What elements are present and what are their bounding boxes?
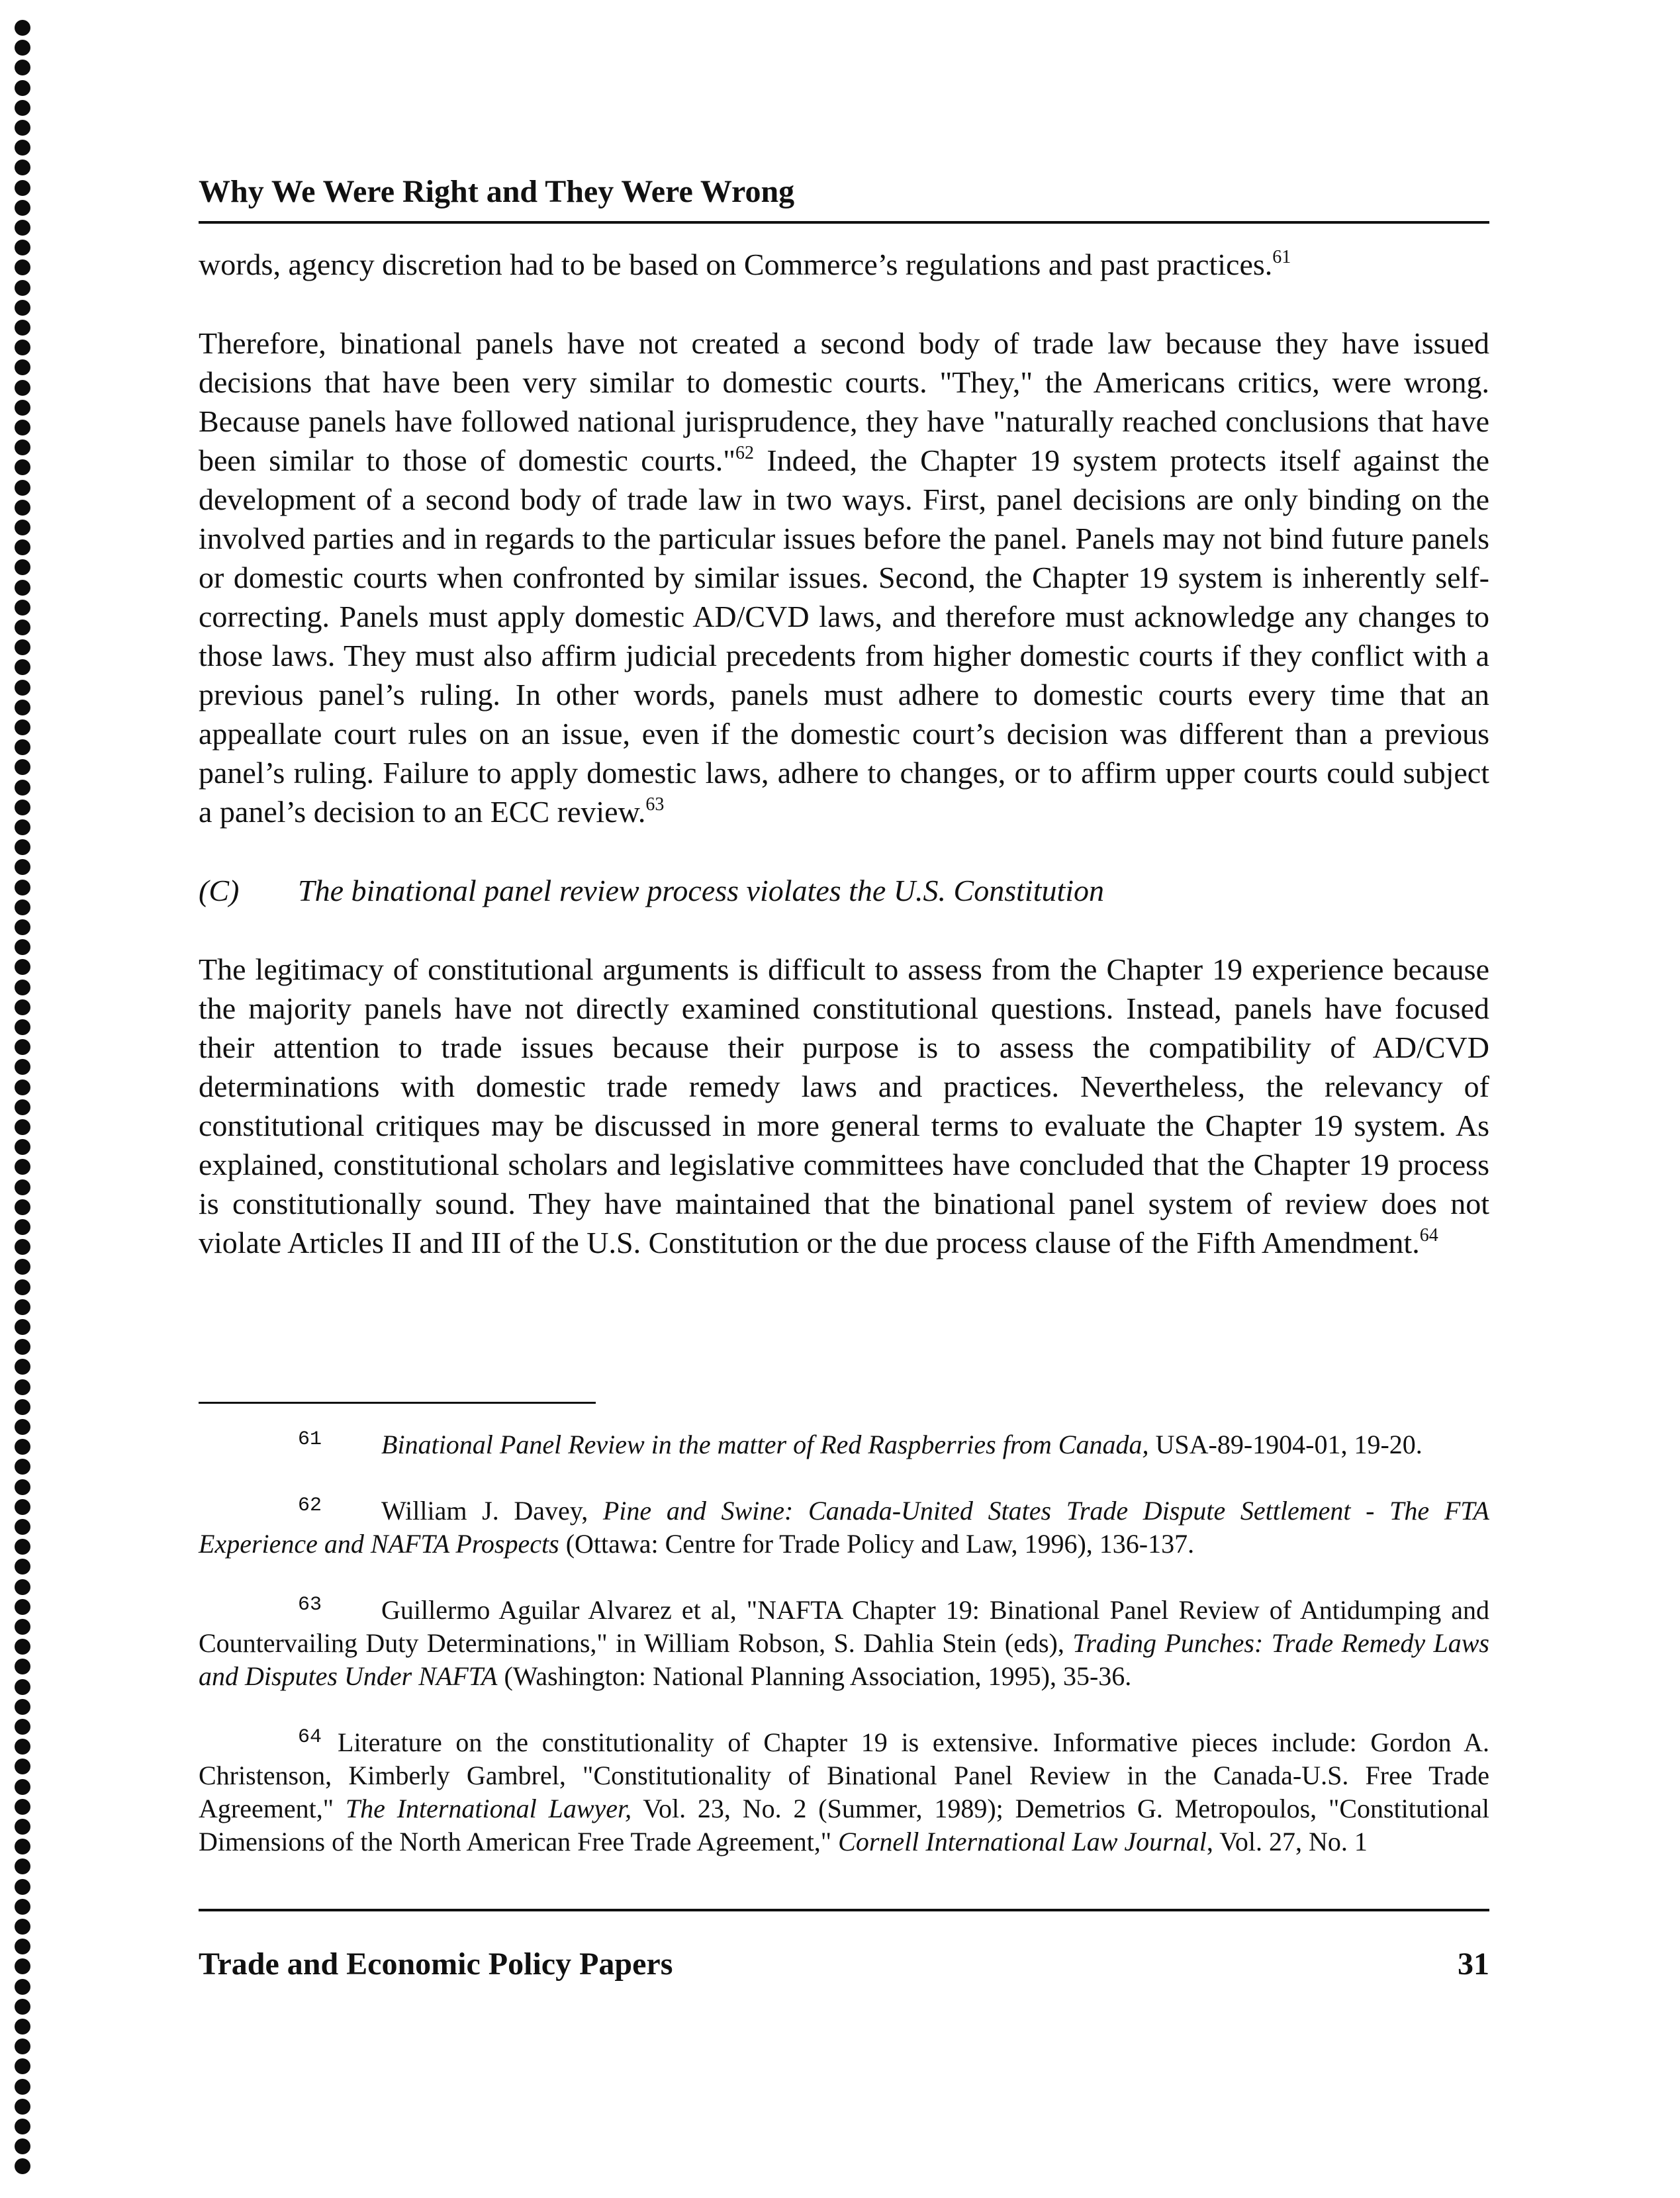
binder-hole	[15, 1699, 30, 1715]
binder-hole	[15, 959, 30, 975]
binder-hole	[15, 1579, 30, 1595]
binder-hole	[15, 739, 30, 755]
binder-hole	[15, 400, 30, 416]
binder-hole	[15, 1419, 30, 1435]
binder-hole	[15, 1619, 30, 1635]
binder-hole	[15, 859, 30, 875]
binder-hole	[15, 1858, 30, 1874]
binder-hole	[15, 2058, 30, 2074]
binder-hole	[15, 1239, 30, 1255]
binder-hole	[15, 1879, 30, 1895]
binder-hole	[15, 359, 30, 375]
binder-hole	[15, 1259, 30, 1275]
binder-hole	[15, 1979, 30, 1995]
binder-hole	[15, 459, 30, 475]
binder-hole	[15, 1279, 30, 1295]
binder-hole	[15, 800, 30, 815]
binder-hole	[15, 1459, 30, 1475]
binder-hole	[15, 1958, 30, 1974]
binder-hole	[15, 1679, 30, 1695]
footnote-ref-64: 64	[1419, 1225, 1438, 1246]
binder-hole	[15, 1499, 30, 1515]
binder-hole	[15, 1999, 30, 2015]
binder-hole	[15, 759, 30, 775]
binder-hole	[15, 1559, 30, 1575]
binder-hole	[15, 880, 30, 895]
binder-hole	[15, 120, 30, 136]
binder-hole	[15, 2038, 30, 2054]
binder-hole	[15, 1119, 30, 1135]
binder-hole	[15, 2158, 30, 2174]
binder-hole	[15, 1019, 30, 1035]
binder-hole	[15, 1059, 30, 1075]
footnote-number: 63	[298, 1594, 322, 1616]
binder-hole	[15, 1219, 30, 1235]
binder-hole	[15, 1839, 30, 1855]
binder-hole	[15, 40, 30, 56]
footnote-ref-61: 61	[1272, 247, 1291, 267]
paragraph-3: The legitimacy of constitutional arguments is difficult to assess from the Chapter 19 experience because the majority panels have not directly examined constitutional questions. Instead, panels have focused their attention to trade issues because their purpose is to assess the compatibility of AD/CVD determinations with domestic trade remedy laws and practices. Nevertheless, the relevancy of constitutional critiques may be discussed in more general terms to evaluate the Chapter 19 system. As explained, constitutional scholars and legislative committees have concluded that the Chapter 19 process is constitutionally sound. They have maintained that the binational panel system of review does not violate Articles II and III of the U.S. Constitution or the due process clause of the Fifth Amendment.$^{64}$	[199, 952, 1489, 1259]
binder-hole	[15, 1919, 30, 1935]
binder-hole	[15, 520, 30, 535]
binder-hole	[15, 1359, 30, 1375]
binder-hole	[15, 1719, 30, 1735]
binder-hole	[15, 1099, 30, 1115]
footnote-number: 61	[298, 1428, 322, 1451]
binder-hole	[15, 240, 30, 255]
binder-hole	[15, 1319, 30, 1335]
footnote-63: $^{63}$ Guillermo Aguilar Alvarez et al, "NAFTA Chapter 19: Binational Panel Review of Antidumping and Countervailing Duty Determinations," in William Robson, S. Dahlia Stein (eds), Trading Punches: Trade Remedy Laws and Disputes Under NAFTA (Washington: National Planning Association, 1995), 35-36.	[199, 1594, 1489, 1691]
footnote-ref-62: 62	[735, 443, 754, 463]
footnote-rule	[199, 1402, 596, 1404]
binder-hole	[15, 140, 30, 156]
binder-hole	[15, 1299, 30, 1315]
binder-hole	[15, 1819, 30, 1835]
binder-hole	[15, 1079, 30, 1095]
binder-hole	[15, 1779, 30, 1795]
section-heading	[199, 871, 1489, 910]
binder-hole	[15, 1599, 30, 1615]
binder-hole	[15, 819, 30, 835]
binder-hole	[15, 999, 30, 1015]
binder-hole	[15, 20, 30, 36]
binder-hole	[15, 1519, 30, 1535]
binder-hole	[15, 160, 30, 175]
binder-hole	[15, 619, 30, 635]
binder-hole	[15, 1399, 30, 1415]
footnote-61: $^{61}$ Binational Panel Review in the matter of Red Raspberries from Canada, USA-89-1904-01, 19-20.	[298, 1428, 1423, 1459]
footnote-64: $^{64}$ Literature on the constitutionality of Chapter 19 is extensive. Informative pieces include: Gordon A. Christenson, Kimberly Gambrel, "Constitutionality of Binational Panel Review in the Canada-U.S. Free Trade Agreement," The International Lawyer, Vol. 23, No. 2 (Summer, 1989); Demetrios G. Metropoulos, "Constitutional Dimensions of the North American Free Trade Agreement," Cornell International Law Journal, Vol. 27, No. 1	[199, 1726, 1489, 1856]
binder-hole	[15, 300, 30, 316]
binder-hole	[15, 439, 30, 455]
page-footer	[199, 1945, 1489, 1984]
binder-hole	[15, 340, 30, 355]
binder-hole	[15, 919, 30, 935]
binder-hole	[15, 980, 30, 995]
binder-hole	[15, 1179, 30, 1195]
binder-hole	[15, 320, 30, 336]
binder-hole	[15, 480, 30, 496]
binder-hole	[15, 1159, 30, 1175]
main-text	[199, 245, 1489, 1302]
binder-hole	[15, 680, 30, 696]
binder-hole	[15, 1139, 30, 1155]
binder-hole	[15, 1739, 30, 1755]
binder-hole	[15, 1039, 30, 1055]
footnote-62: $^{62}$ William J. Davey, Pine and Swine: Canada-United States Trade Dispute Settlement - The FTA Experience and NAFTA Prospects (Ottawa: Centre for Trade Policy and Law, 1996), 136-137.	[199, 1494, 1489, 1559]
binder-hole	[15, 1379, 30, 1395]
binder-hole	[15, 600, 30, 616]
binder-hole	[15, 100, 30, 116]
page-number: 31	[1458, 1946, 1489, 1982]
footnote-ref-63: 63	[645, 794, 665, 815]
binder-hole	[15, 1659, 30, 1674]
binder-hole	[15, 839, 30, 855]
binder-hole	[15, 220, 30, 236]
binder-hole	[15, 580, 30, 596]
binder-hole	[15, 700, 30, 715]
header-rule	[199, 221, 1489, 224]
binder-hole	[15, 1199, 30, 1215]
binder-hole	[15, 420, 30, 435]
footnotes	[199, 1423, 1489, 1886]
binder-hole	[15, 1479, 30, 1495]
binder-hole	[15, 899, 30, 915]
publication-title: Trade and Economic Policy Papers	[199, 1946, 673, 1982]
binder-hole	[15, 1539, 30, 1555]
binder-hole	[15, 180, 30, 196]
binder-hole	[15, 539, 30, 555]
footnote-number: 64	[298, 1726, 322, 1749]
binder-hole	[15, 2019, 30, 2035]
binder-hole	[15, 780, 30, 796]
binder-hole	[15, 659, 30, 675]
binder-hole	[15, 1799, 30, 1815]
binder-hole	[15, 719, 30, 735]
binder-hole	[15, 80, 30, 96]
binder-hole	[15, 2138, 30, 2154]
binder-hole	[15, 2119, 30, 2134]
footnote-number: 62	[298, 1494, 322, 1517]
binder-hole	[15, 559, 30, 575]
binder-hole	[15, 280, 30, 296]
running-header: Why We Were Right and They Were Wrong	[199, 174, 795, 209]
binder-hole	[15, 639, 30, 655]
binder-hole	[15, 500, 30, 516]
binder-hole	[15, 1439, 30, 1455]
binder-hole	[15, 1899, 30, 1915]
binder-hole	[15, 380, 30, 396]
binder-hole	[15, 259, 30, 275]
binder-hole	[15, 2079, 30, 2095]
binder-hole	[15, 2099, 30, 2115]
section-label: (C)	[199, 874, 240, 907]
paragraph-1: words, agency discretion had to be based on Commerce’s regulations and past practices.$^{61}$	[199, 247, 1291, 281]
paragraph-2: Therefore, binational panels have not created a second body of trade law because they have issued decisions that have been very similar to domestic courts. "They," the Americans critics, were wrong. Because panels have followed national jurisprudence, they have "naturally reached conclusions that have been similar to those of domestic courts."$^{62}$ Indeed, the Chapter 19 system protects itself against the development of a second body of trade law in two ways. First, panel decisions are only binding on the involved parties and in regards to the particular issues before the panel. Panels may not bind future panels or domestic courts when confronted by similar issues. Second, the Chapter 19 system is inherently self-correcting. Panels must apply domestic AD/CVD laws, and therefore must acknowledge any changes to those laws. They must also affirm judicial precedents from higher domestic courts if they conflict with a previous panel’s ruling. In other words, panels must adhere to domestic courts every time that an appeallate court rules on an issue, even if the domestic court’s decision was different than a previous panel’s ruling. Failure to apply domestic laws, adhere to changes, or to affirm upper courts could subject a panel’s decision to an ECC review.$^{63}$	[199, 326, 1489, 829]
binder-holes	[15, 20, 32, 2177]
binder-hole	[15, 60, 30, 75]
binder-hole	[15, 200, 30, 216]
binder-hole	[15, 1759, 30, 1774]
footer-rule	[199, 1909, 1489, 1911]
binder-hole	[15, 939, 30, 955]
binder-hole	[15, 1639, 30, 1655]
binder-hole	[15, 1939, 30, 1954]
binder-hole	[15, 1339, 30, 1355]
section-title: The binational panel review process violates the U.S. Constitution	[298, 874, 1105, 907]
